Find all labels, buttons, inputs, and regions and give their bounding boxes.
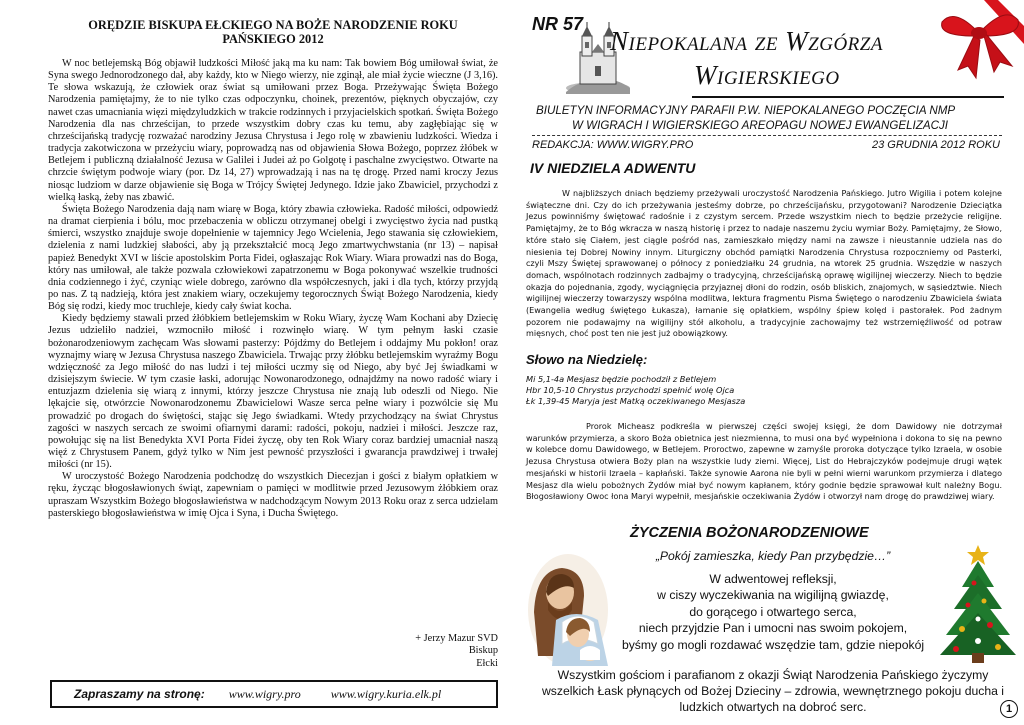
signature: + Jerzy Mazur SVD Biskup Ełcki xyxy=(415,633,498,669)
page-number: 1 xyxy=(1000,700,1018,718)
website-invite-box xyxy=(50,680,498,708)
invite-label: Zapraszamy na stronę: xyxy=(74,687,205,701)
wishes-heading: ŻYCZENIA BOŻONARODZENIOWE xyxy=(630,525,869,541)
issue-date: 23 GRUDNIA 2012 ROKU xyxy=(872,139,1000,151)
website-link-wigry-kuria[interactable]: www.wigry.kuria.elk.pl xyxy=(330,686,442,701)
masthead-line-1: Niepokalana ze Wzgórza xyxy=(610,26,883,56)
christmas-poem xyxy=(522,548,1024,653)
message-title: ORĘDZIE BISKUPA EŁCKIEGO NA BOŻE NARODZENIE ROKU PAŃSKIEGO 2012 xyxy=(88,18,458,46)
dashed-divider xyxy=(532,135,1002,136)
red-bow-icon xyxy=(924,0,1024,80)
masthead-line-2: Wigierskiego xyxy=(694,60,840,90)
word-heading: Słowo na Niedzielę: xyxy=(526,352,648,367)
poem-line: byśmy go mogli rozdawać wszędzie tam, gdzie niepokój xyxy=(621,637,925,652)
reading-item: Hbr 10,5-10 Chrystus przychodzi spełnić wolę Ojca xyxy=(526,385,735,396)
message-paragraph: W noc betlejemską Bóg objawił ludzkości Miłość jaką ma ku nam: Tak bowiem Bóg umiłował świat, że Syna swego Jednorodzonego dał, aby każdy, kto w Niego wierzy, nie zginął, ale miał życie wieczne (J 3,16). Te słowa wskazują, że człowiek oraz świat są umiłowani przez Boga. Przeżywając Święta Bożego Narodzenia pamiętajmy, że to nie tylko czas odpoczynku, choinek, prezentów, pięknych obyczajów, czy nawet czas umacniania więzi międzyludzkich w trakcie rodzinnych i przyjacielskich spotkań. Święta Bożego Narodzenia dla nas chrześcijan, to przede wszystkim dobry czas ku temu, aby zagłębiając się w chrześcijańską tradycję rozważać narodziny Jezusa Chrystusa i Jego rolę w zbawieniu ludzkości. Wiedza i tradycja zakotwiczona w przeżyciu wiary, poprowadzą nas od objawienia Słowa Bożego, poprzez żłóbek w Betlejem i publiczną działalność Jezusa w Galilei i Judei aż po Golgotę i paschalne zwycięstwo. Otwarte na chrzcie świętym podwoje wiary (por. Dz 14, 27) wprowadzają i nas na tę drogę. Przed nami kroczy Jezus niosąc ludziom w darze objawienie się Boga w Trójcy Świętej Jedynego. Idzie jako Zbawiciel, przychodzi z wielką łaską, żeby nas zbawić. xyxy=(48,58,498,203)
website-link-wigry-pro[interactable]: www.wigry.pro xyxy=(228,686,301,701)
bishop-message-column xyxy=(48,18,498,718)
reading-item: Łk 1,39-45 Maryja jest Matką oczekiwanego Mesjasza xyxy=(526,396,746,407)
masthead-rule xyxy=(692,96,1004,98)
subtitle-line-2: W WIGRACH I WIGIERSKIEGO AREOPAGU NOWEJ EWANGELIZACJI xyxy=(572,119,948,132)
closing-line: wszelkich Łask płynących od Bożej Dzieciny – zdrowia, wewnętrznego pokoju ducha i xyxy=(541,684,1004,698)
advent-text: W najbliższych dniach będziemy przeżywali uroczystość Narodzenia Pańskiego. Jutro Wigilia i potem kolejne świąteczne dni. Czy do ich przeżywania jesteśmy dobrze, po chrześcijańsku, przygotowani? Narodzenie Dzieciątka Jezus powinniśmy świętować radośnie i z czystym sercem. Przede wszystkim niech to będzie przeżycie religijne. Pamiętajmy, że to Bóg wkracza w naszą historię i przez to nadaje naszemu życiu wymiar Boży. Pamiętajmy, że Słowo, które stało się Ciałem, jest ciągle pośród nas, zamieszkało między nami na zawsze i nieustannie udziela nas do niesienia tej Dobrej Nowiny innym. Liturgiczny obchód pamiątki Narodzenia Chrystusa rozpoczniemy od Pasterki, czyli Mszy Świętej sprawowanej o północy z poniedziałku 24 grudnia, na wtorek 25 grudnia. Wszędzie w naszych domach, wspólnotach rodzinnych zadbajmy o tradycyjną, chrześcijańską oprawę wigilijnej wieczerzy. Niech to będzie okazja do pojednania, zgody, wyciągnięcia przyjaznej dłoni do rodzin, osób bliskich, znajomych, w sąsiedztwie. Niech wigilijnej wieczerzy towarzyszy wspólna modlitwa, lektura fragmentu Pisma Świętego o narodzeniu Zbawiciela świata (Ewangelia według świętego Łukasza), łamanie się opłatkiem, wspólny śpiew kolęd i pastorałek. Pod żadnym pozorem nie podawajmy na wigilijny stół alkoholu, a tradycyjnie zachowajmy też wstrzemięźliwość od potraw mięsnych, choć post ten nie jest już obowiązkowy. xyxy=(526,189,1002,339)
poem-line: do gorącego i otwartego serca, xyxy=(689,604,857,619)
message-paragraph: Święta Bożego Narodzenia dają nam wiarę w Boga, który zbawia człowieka. Radość miłości, odpowiedź na dramat cierpienia i bólu, moc przebaczenia w obliczu otrzymanej obelgi i zwycięstwo życia nad pustką śmierci, wszystko znajduje swoje dopełnienie w tajemnicy Jego Wcielenia, Jego stawania się człowiekiem, dzielenia z nami ludzkiej słabości, aby ją przekształcić mocą Jego zmartwychwstania (nr 13) – napisał papież Benedykt XVI w liście apostolskim Porta Fidei, ogłaszając Rok Wiary. Wiara prowadzi nas do Boga, który nas umiłował, ale także pozwala człowiekowi zapatrzonemu w Boga pokonywać wszelkie trudności dnia codziennego i żyć, czyniąc wiele dobrego, zarówno dla współczesnych, jaki i dla tych, którzy przyjdą po nas. Z tą nadzieją, która jest znakiem wiary, oczekujemy tegorocznych Świąt Bożego Narodzenia, kiedy Bóg się rodzi, kiedy moc truchleje, kiedy cały świat kocha. xyxy=(48,203,498,313)
editorial-address: REDAKCJA: WWW.WIGRY.PRO xyxy=(532,139,694,151)
poem-line: W adwentowej refleksji, xyxy=(709,571,837,586)
subtitle-line-1: BIULETYN INFORMACYJNY PARAFII P.W. NIEPOKALANEGO POCZĘCIA NMP xyxy=(536,104,956,117)
message-paragraph: Kiedy będziemy stawali przed żłóbkiem betlejemskim w Roku Wiary, życzę Wam Kochani aby Dziecię Jezus udzieliło nadziei, wzmocniło miłość i rozwinęło wiarę. W tym pełnym łaski czasie bożonarodzeniowym zachęcam Was słowami pasterzy: Pójdźmy do Betlejem i oddajmy Mu pokłon! oraz wyznajmy wiarę w Jezusa Chrystusa naszego Zbawiciela. Trwając przy żłóbku betlejemskim wyraźmy Bogu wdzięczność za Jego miłość do nas ludzi i tej miłości uczmy się od Niego, aby być Jej świadkami w dzisiejszym świecie. W tym czasie łaski, adorując Nowonarodzonego, odnajdźmy na nowo radość wiary i entuzjazm dzielenia się wiarą z innymi, którzy jeszcze Chrystusa nie znają lub odeszli od Niego. Nie lękajcie się, otwórzcie Nowonarodzonemu Zbawicielowi Wasze serca pełne wiary i pozwólcie się Mu prowadzić po drogach do świętości, stając się Jego świadkami. Wtedy przychodzący na świat Chrystus zagości w naszych sercach ze swoimi ofiarnymi darami: radości, pokoju, nadziei i miłości. Jeszcze raz, powołując się na list Benedykta XVI Porta Fidei życzę, oby ten Rok Wiary coraz bardziej umacniał naszą więź z Chrystusem Panem, gdyż tylko w Nim jest pewność przyszłości i gwarancja prawdziwej i trwałej miłości (nr 15). xyxy=(48,313,498,471)
issue-number: NR 57 xyxy=(532,14,584,34)
poem-line: w ciszy wyczekiwania na wigilijną gwiazdę, xyxy=(657,588,889,602)
closing-line: Wszystkim gościom i parafianom z okazji Świąt Narodzenia Pańskiego życzymy xyxy=(557,668,989,682)
advent-heading: IV NIEDZIELA ADWENTU xyxy=(530,160,696,176)
bulletin-column xyxy=(522,0,1024,725)
poem-line: niech przyjdzie Pan i umocni nas swoim pokojem, xyxy=(638,621,908,635)
readings-list xyxy=(526,374,745,408)
closing-line: ludzkich otwartych na dobroć serc. xyxy=(679,700,867,714)
poem-line: „Pokój zamieszka, kiedy Pan przybędzie…” xyxy=(655,549,891,563)
reading-item: Mi 5,1-4a Mesjasz będzie pochodził z Betlejem xyxy=(526,374,717,384)
reflection-text: Prorok Micheasz podkreśla w pierwszej części swojej księgi, że dom Dawidowy nie dotrzymał warunków przymierza, a skoro Boża obietnica jest niezmienna, to musi ona być wypełniona i dokona to się na pewno w kolebce domu Dawidowego, w Betlejem. Proroctwo, zapewne w zamyśle proroka dotyczące tylko Izraela, w osobie Jezusa Chrystusa otwiera Boży plan na wszystkie ludy ziemi. Więcej, List do Hebrajczyków podejmuje drugi wątek mesjański w historii Izraela – kapłański. Także synowie Aarona nie byli w pełni wierni warunkom przymierza i dlatego Mesjasz dla wielu pobożnych Żydów miał być nowym kapłanem, który godnie będzie sprawował kult należny Bogu. Błogosławiony Owoc łona Maryi wypełnił, mesjańskie oczekiwania Żydów i otworzył nam drogę do prawdziwej wiary. xyxy=(526,422,1002,502)
closing-wishes xyxy=(522,667,1024,715)
message-paragraph: W uroczystość Bożego Narodzenia podchodzę do wszystkich Diecezjan i gości z białym opłatkiem w ręku, życząc błogosławionych świąt, zapewniam o pamięci w modlitwie przed Jezusowym żłóbkiem oraz upraszam Wszystkim Bożego błogosławieństwa w nadchodzącym Nowym 2013 Roku oraz z serca udzielam pasterskiego błogosławieństwa w imię Ojca i Syna, i Ducha Świętego. xyxy=(48,471,498,519)
message-body xyxy=(48,58,498,520)
